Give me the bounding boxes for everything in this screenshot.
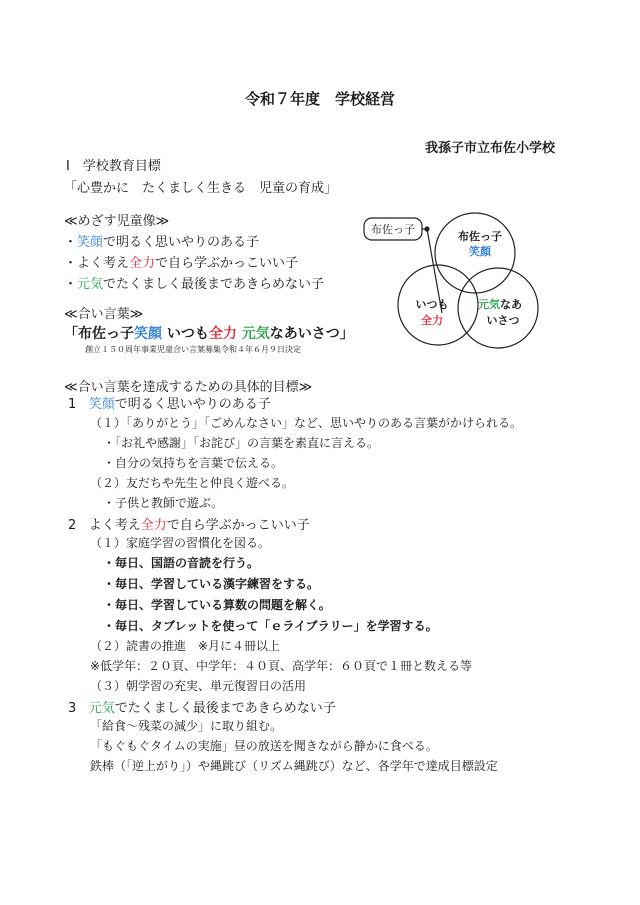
section1-line: （１）「ありがとう」「ごめんなさい」など、思いやりのある言葉がかけられる。 [90,416,523,430]
circle1-label: 布佐っ子 [458,230,502,243]
section2-line: ・毎日、国語の音読を行う。 [103,556,260,570]
ideal-heading: ≪めざす児童像≫ [64,214,170,229]
section1-line: ・自分の気持ちを言葉で伝える。 [103,456,284,470]
section2-line: ・毎日、学習している算数の問題を解く。 [103,598,331,612]
section2-line: （１）家庭学習の習慣化を図る。 [90,536,271,550]
section2-line: ・毎日、タブレットを使って「ｅライブラリー」を学習する。 [103,619,438,633]
section1-line: ・「お礼や感謝」「お詫び」の言葉を素直に言える。 [103,436,380,450]
circle3-word: いさつ [486,314,520,327]
goal-heading: Ⅰ 学校教育目標 [66,159,161,174]
section2-line: ※低学年：２０頁、中学年：４０頁、高学年：６０頁で１冊と数える等 [90,659,473,673]
motto-heading: ≪合い言葉≫ [64,307,144,322]
ideal-item: ・元気でたくましく最後まであきらめない子 [64,277,325,292]
targets-heading: ≪合い言葉を達成するための具体的目標≫ [64,380,313,395]
motto-text: 「布佐っ子笑顔 いつも全力 元気なあいさつ」 [64,326,354,342]
circle3-label: 元気なあ [478,298,522,311]
section3-line: 鉄棒（「逆上がり」）や縄跳び（リズム縄跳び）など、各学年で達成目標設定 [90,759,498,773]
ideal-item: ・笑顔で明るく思いやりのある子 [64,235,260,250]
section2-line: （２）読書の推進 ※月に４冊以上 [90,639,281,653]
section3-line: 「もぐもぐタイムの実施」昼の放送を聞きながら静かに食べる。 [90,739,438,753]
school-name: 我孫子市立布佐小学校 [425,141,556,156]
circle2-label: いつも [415,298,449,311]
circle1-word: 笑顔 [469,245,491,258]
venn-diagram [360,205,560,365]
section1-heading: 1 笑顔で明るく思いやりのある子 [68,397,271,412]
section2-line: ・毎日、学習している漢字練習をする。 [103,577,320,591]
pointer-dot [424,226,429,231]
section3-heading: 3 元気でたくましく最後まであきらめない子 [68,701,336,716]
section2-line: （３）朝学習の充実、単元復習日の活用 [90,679,307,693]
ideal-item: ・よく考え全力で自ら学ぶかっこいい子 [64,256,299,271]
section2-heading: 2 よく考え全力で自ら学ぶかっこいい子 [68,518,310,533]
label-text: 布佐っ子 [371,223,415,236]
goal-text: 「心豊かに たくましく生きる 児童の育成」 [64,181,338,196]
section1-line: ・子供と教師で遊ぶ。 [103,496,224,510]
motto-note: 創立１５０周年事業児童合い言葉募集令和４年６月９日決定 [85,345,301,354]
section3-line: 「給食～残菜の減少」に取り組む。 [90,719,283,733]
page-title: 令和７年度 学校経営 [244,90,395,108]
section1-line: （２）友だちや先生と仲良く遊べる。 [90,476,295,490]
circle2-word: 全力 [421,314,443,327]
